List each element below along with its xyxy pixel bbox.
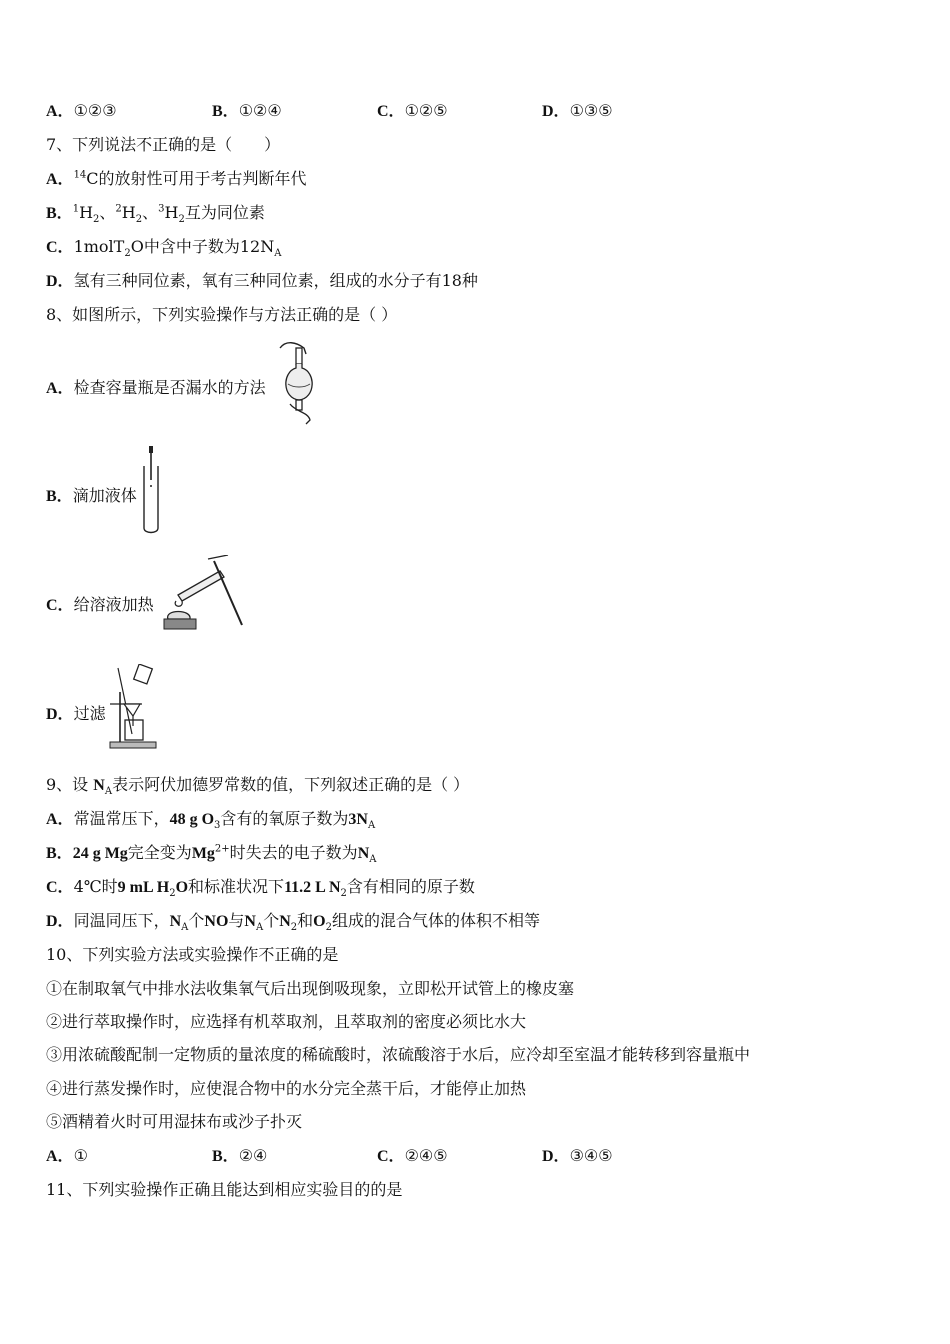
heating-test-tube-figure <box>158 555 244 635</box>
q10-option-a: A．① <box>46 1146 88 1165</box>
q9-option-b: B．24 g Mg完全变为$Mg^{2+}$时失去的电子数为$N_A$ <box>46 843 377 866</box>
q10-item-1: ①在制取氧气中排水法收集氧气后出现倒吸现象，立即松开试管上的橡皮塞 <box>46 979 575 998</box>
q6-option-b: B．①②④ <box>212 101 282 120</box>
q10-item-2: ②进行萃取操作时，应选择有机萃取剂，且萃取剂的密度必须比水大 <box>46 1012 527 1031</box>
q6-option-a: A．①②③ <box>46 101 117 120</box>
q11-stem: 11、下列实验操作正确且能达到相应实验目的的是 <box>46 1180 403 1199</box>
q8-option-d: D．过滤 <box>46 704 106 723</box>
q8-stem: 8、如图所示，下列实验操作与方法正确的是（ ） <box>46 305 398 324</box>
q10-options <box>46 1146 746 1166</box>
q9-option-d: D．同温同压下，$N_A$个NO与$N_A$个$N_2$和$O_2$组成的混合气体的体积不相等 <box>46 911 541 934</box>
q10-item-3: ③用浓硫酸配制一定物质的量浓度的稀硫酸时，浓硫酸溶于水后，应冷却至室温才能转移到容量瓶中 <box>46 1045 751 1064</box>
q10-item-5: ⑤酒精着火时可用湿抹布或沙子扑灭 <box>46 1112 303 1131</box>
q7-option-b: B．$^1H_2$、$^2H_2$、$^3H_2$互为同位素 <box>46 203 265 226</box>
q7-stem: 7、下列说法不正确的是（ ） <box>46 135 281 154</box>
q9-option-a: A．常温常压下，48 g $O_3$含有的氧原子数为$3N_A$ <box>46 809 376 832</box>
q9-option-c: C．4℃时9 mL $H_2O$和标准状况下11.2 L $N_2$含有相同的原子数 <box>46 877 475 900</box>
volumetric-flask-figure <box>276 338 324 426</box>
q8-option-c: C．给溶液加热 <box>46 595 154 614</box>
q8-option-a: A．检查容量瓶是否漏水的方法 <box>46 378 266 397</box>
q6-options <box>46 101 746 121</box>
q8-option-b: B．滴加液体 <box>46 486 137 505</box>
q10-stem: 10、下列实验方法或实验操作不正确的是 <box>46 945 339 964</box>
q10-option-c: C．②④⑤ <box>377 1146 448 1165</box>
q7-option-a: A．$^{14}$C的放射性可用于考古判断年代 <box>46 169 307 188</box>
q6-option-c: C．①②⑤ <box>377 101 448 120</box>
dropper-test-tube-figure <box>140 446 164 536</box>
q10-item-4: ④进行蒸发操作时，应使混合物中的水分完全蒸干后，才能停止加热 <box>46 1079 527 1098</box>
q10-option-b: B．②④ <box>212 1146 268 1165</box>
filtration-setup-figure <box>106 664 160 750</box>
q6-option-d: D．①③⑤ <box>542 101 613 120</box>
q10-option-d: D．③④⑤ <box>542 1146 613 1165</box>
q9-stem: 9、设 $N_A$表示阿伏加德罗常数的值，下列叙述正确的是（ ） <box>46 775 470 798</box>
q7-option-d: D．氢有三种同位素，氧有三种同位素，组成的水分子有18种 <box>46 271 478 290</box>
q7-option-c: C．1molT$_2$O中含中子数为$12N_A$ <box>46 237 282 260</box>
